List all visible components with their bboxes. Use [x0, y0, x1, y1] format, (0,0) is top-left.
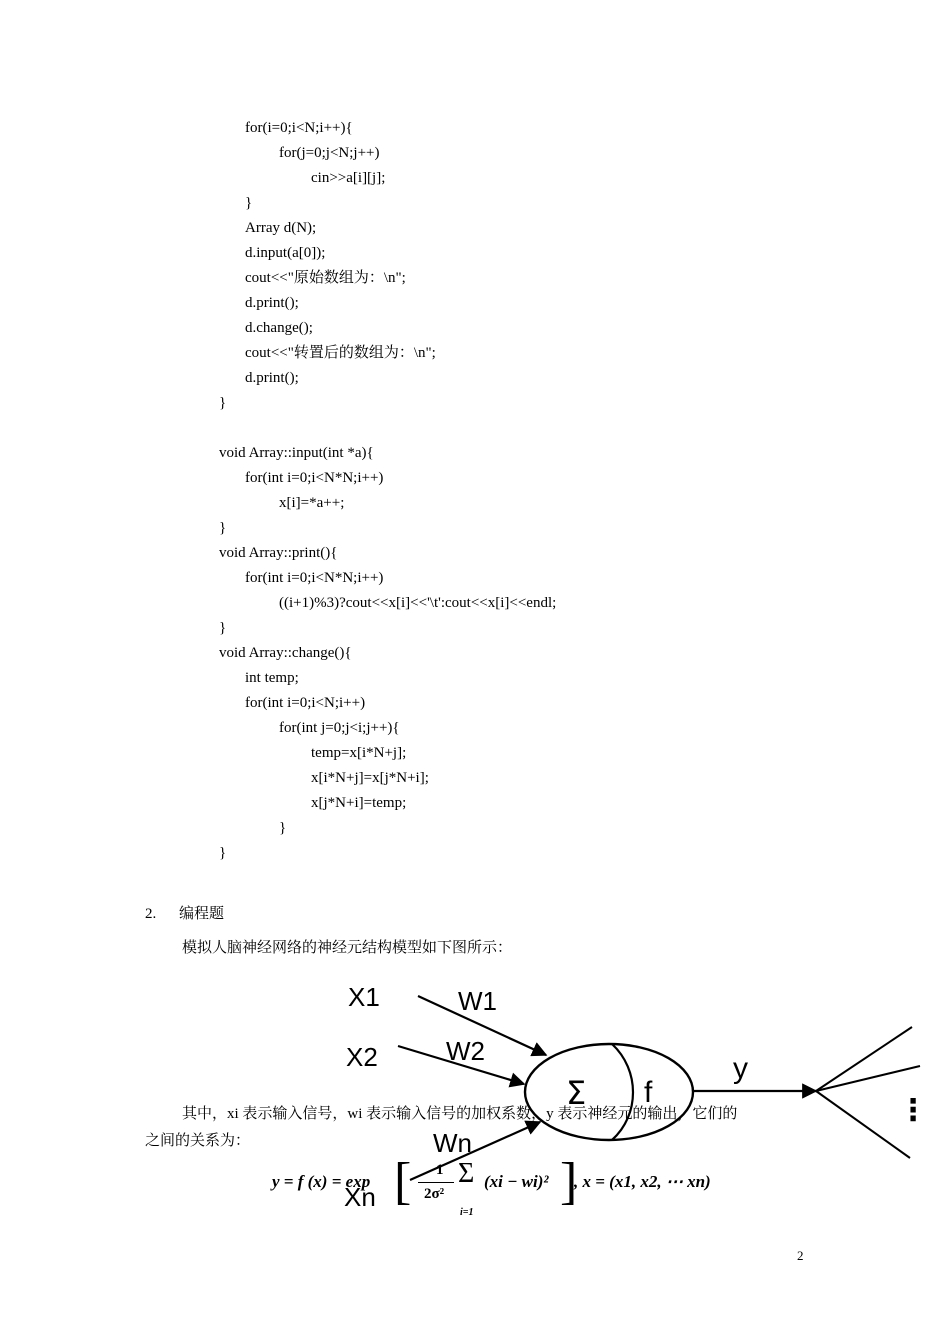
- code-line: int temp;: [245, 670, 299, 686]
- code-line: x[i*N+j]=x[j*N+i];: [311, 770, 429, 786]
- code-line: ((i+1)%3)?cout<<x[i]<<'\t':cout<<x[i]<<endl;: [279, 595, 557, 611]
- code-line: d.print();: [245, 370, 299, 386]
- code-line: temp=x[i*N+j];: [311, 745, 407, 761]
- section-title: 编程题: [179, 906, 225, 922]
- code-line: }: [279, 820, 287, 836]
- formula-lhs: y = f (x) = exp: [272, 1172, 371, 1191]
- formula-bracket-left: [: [394, 1153, 412, 1210]
- output-label: y: [733, 1052, 748, 1085]
- section-intro: 模拟人脑神经网络的神经元结构模型如下图所示：: [182, 940, 513, 956]
- code-line: for(i=0;i<N;i++){: [245, 120, 353, 136]
- code-line: for(int i=0;i<N*N;i++): [245, 570, 384, 586]
- formula-term: (xi − wi)²: [484, 1172, 549, 1191]
- code-line: for(int i=0;i<N;i++): [245, 695, 366, 711]
- code-line: for(int j=0;j<i;j++){: [279, 720, 400, 736]
- code-line: cin>>a[i][j];: [311, 170, 386, 186]
- formula-frac-num: 1: [436, 1162, 444, 1178]
- input-label-2: X2: [346, 1042, 378, 1072]
- output-branch-2: [816, 1066, 920, 1091]
- code-line: x[j*N+i]=temp;: [311, 795, 407, 811]
- description-line-1: 其中，xi 表示输入信号，wi 表示输入信号的加权系数，y 表示神经元的输出，它们的: [182, 1106, 738, 1122]
- activation-label: f: [644, 1076, 653, 1109]
- code-line: for(j=0;j<N;j++): [279, 145, 380, 161]
- weight-label-1: W1: [458, 986, 497, 1016]
- code-line: for(int i=0;i<N*N;i++): [245, 470, 384, 486]
- formula-sum-lower: i=1: [460, 1207, 474, 1218]
- code-line: }: [219, 520, 227, 536]
- formula-sum: Σ: [458, 1158, 475, 1189]
- code-line: cout<<"原始数组为：\n";: [245, 270, 406, 286]
- formula-bracket-right: ]: [560, 1153, 578, 1210]
- code-line: void Array::change(){: [219, 645, 352, 661]
- page-number: 2: [797, 1248, 804, 1263]
- formula-frac-bar: [418, 1182, 454, 1183]
- code-line: void Array::print(){: [219, 545, 338, 561]
- input-label-1: X1: [348, 982, 380, 1012]
- code-line: d.input(a[0]);: [245, 245, 326, 261]
- neuron-divider: [612, 1044, 633, 1140]
- code-line: }: [219, 620, 227, 636]
- section-number: 2.: [145, 906, 157, 922]
- code-line: Array d(N);: [245, 220, 317, 236]
- sum-symbol: Σ: [566, 1074, 587, 1112]
- weight-label-n: Wn: [433, 1128, 472, 1158]
- ellipsis-icon: ⋮: [898, 1093, 928, 1128]
- code-line: }: [245, 195, 253, 211]
- neuron-body: [525, 1044, 693, 1140]
- code-line: cout<<"转置后的数组为：\n";: [245, 345, 436, 361]
- output-branch-3: [816, 1091, 910, 1158]
- code-line: d.print();: [245, 295, 299, 311]
- code-line: }: [219, 395, 227, 411]
- code-line: }: [219, 845, 227, 861]
- formula-frac-den: 2σ²: [424, 1186, 445, 1202]
- code-line: x[i]=*a++;: [279, 495, 345, 511]
- input-label-n: Xn: [344, 1182, 376, 1212]
- code-line: void Array::input(int *a){: [219, 445, 374, 461]
- formula-rhs: , x = (x1, x2, ⋯ xn): [574, 1172, 711, 1191]
- description-line-2: 之间的关系为：: [145, 1133, 251, 1149]
- weight-label-2: W2: [446, 1036, 485, 1066]
- code-line: d.change();: [245, 320, 313, 336]
- output-branch-1: [816, 1027, 912, 1091]
